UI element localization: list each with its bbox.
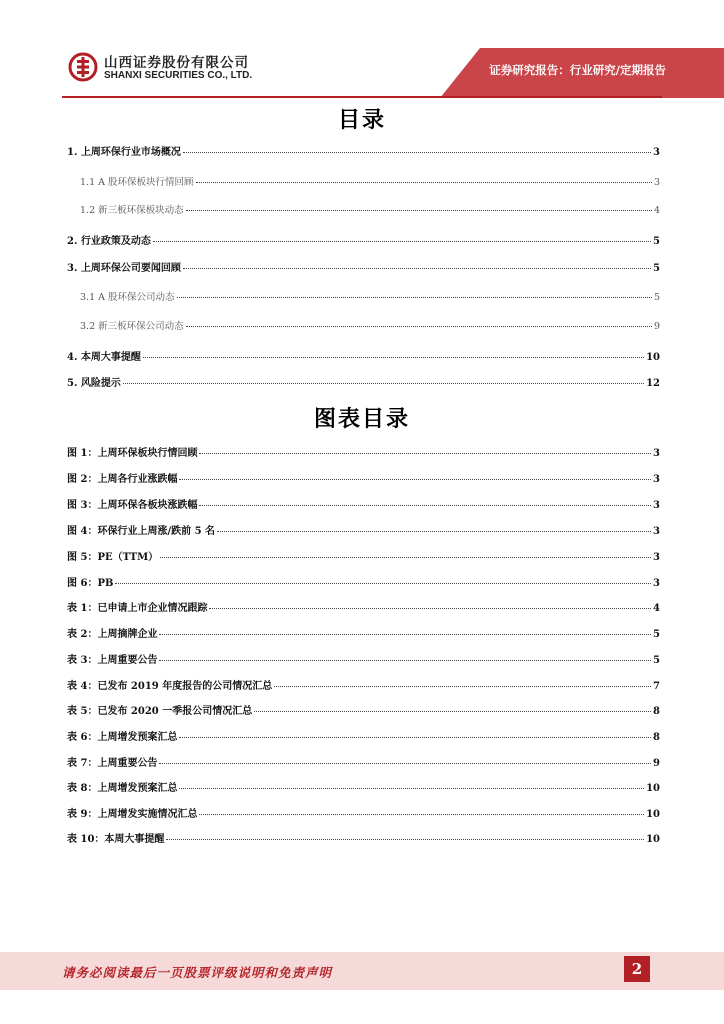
dot-leader bbox=[199, 813, 644, 815]
toc-entry[interactable] bbox=[67, 235, 660, 249]
dot-leader bbox=[153, 240, 651, 242]
dot-leader bbox=[143, 356, 644, 358]
dot-leader bbox=[179, 478, 651, 480]
dot-leader bbox=[217, 530, 651, 532]
toc-entry-page: 5 bbox=[653, 292, 660, 303]
toc-entry[interactable] bbox=[80, 176, 660, 190]
figure-entry[interactable] bbox=[67, 525, 660, 539]
figure-entry-label: 图 3：上周环保各板块涨跌幅 bbox=[67, 500, 198, 511]
figure-entry-page: 9 bbox=[653, 758, 660, 769]
figure-entry[interactable] bbox=[67, 757, 660, 771]
figure-entry[interactable] bbox=[67, 731, 660, 745]
figure-entry[interactable] bbox=[67, 551, 660, 565]
figure-entry-label: 表 7：上周重要公告 bbox=[67, 758, 158, 769]
figure-entry-page: 5 bbox=[653, 655, 660, 666]
figure-entry[interactable] bbox=[67, 808, 660, 822]
dot-leader bbox=[115, 582, 651, 584]
figure-entry-label: 图 4：环保行业上周涨/跌前 5 名 bbox=[67, 526, 216, 537]
figure-entry-label: 图 1：上周环保板块行情回顾 bbox=[67, 448, 198, 459]
dot-leader bbox=[123, 382, 644, 384]
dot-leader bbox=[196, 181, 652, 183]
toc-entry-page: 12 bbox=[646, 378, 660, 389]
dot-leader bbox=[160, 556, 651, 558]
toc-entry-page: 4 bbox=[653, 205, 660, 216]
company-name-cn: 山西证券股份有限公司 bbox=[104, 55, 249, 71]
figure-entry[interactable] bbox=[67, 680, 660, 694]
toc-entry-page: 5 bbox=[653, 236, 660, 247]
toc-entry[interactable] bbox=[80, 320, 660, 334]
toc-entry[interactable] bbox=[80, 291, 660, 305]
figure-entry-page: 5 bbox=[653, 629, 660, 640]
header-divider bbox=[62, 96, 662, 98]
dot-leader bbox=[199, 452, 651, 454]
toc-entry-label: 4. 本周大事提醒 bbox=[67, 352, 141, 363]
figure-entry[interactable] bbox=[67, 602, 660, 616]
toc-entry-page: 3 bbox=[653, 147, 660, 158]
toc-entry-label: 2. 行业政策及动态 bbox=[67, 236, 151, 247]
figure-entry-page: 10 bbox=[646, 834, 660, 845]
figure-entry[interactable] bbox=[67, 833, 660, 847]
figure-entry-label: 表 4：已发布 2019 年度报告的公司情况汇总 bbox=[67, 681, 273, 692]
figure-entry[interactable] bbox=[67, 654, 660, 668]
dot-leader bbox=[166, 838, 644, 840]
dot-leader bbox=[159, 633, 651, 635]
toc-entry-label: 1.2 新三板环保板块动态 bbox=[80, 205, 184, 216]
dot-leader bbox=[254, 710, 651, 712]
figure-entry-page: 7 bbox=[653, 681, 660, 692]
figure-entry-label: 表 1：已申请上市企业情况跟踪 bbox=[67, 603, 208, 614]
figure-entry-page: 3 bbox=[653, 552, 660, 563]
figure-entry-label: 表 10：本周大事提醒 bbox=[67, 834, 165, 845]
dot-leader bbox=[179, 787, 644, 789]
figure-entry-label: 表 3：上周重要公告 bbox=[67, 655, 158, 666]
figure-entry-label: 表 5：已发布 2020 一季报公司情况汇总 bbox=[67, 706, 253, 717]
figure-entry[interactable] bbox=[67, 577, 660, 591]
figure-entry-label: 表 8：上周增发预案汇总 bbox=[67, 783, 178, 794]
toc-entry[interactable] bbox=[67, 351, 660, 365]
page-number: 2 bbox=[624, 956, 650, 982]
figure-entry-page: 3 bbox=[653, 474, 660, 485]
dot-leader bbox=[183, 267, 651, 269]
toc-entry-label: 3. 上周环保公司要闻回顾 bbox=[67, 263, 181, 274]
dot-leader bbox=[179, 736, 651, 738]
figure-entry-label: 表 6：上周增发预案汇总 bbox=[67, 732, 178, 743]
figure-entry-label: 图 5：PE（TTM） bbox=[67, 552, 159, 563]
dot-leader bbox=[177, 296, 652, 298]
toc-entry-label: 1.1 A 股环保板块行情回顾 bbox=[80, 177, 194, 188]
figure-entry-label: 表 9：上周增发实施情况汇总 bbox=[67, 809, 198, 820]
company-logo-icon bbox=[68, 52, 98, 82]
figure-entry-label: 图 6：PB bbox=[67, 578, 114, 589]
footer-disclaimer: 请务必阅读最后一页股票评级说明和免责声明 bbox=[62, 965, 333, 980]
figure-entry-page: 3 bbox=[653, 578, 660, 589]
dot-leader bbox=[274, 685, 651, 687]
dot-leader bbox=[199, 504, 651, 506]
figure-entry-label: 图 2：上周各行业涨跌幅 bbox=[67, 474, 178, 485]
figure-entry-page: 3 bbox=[653, 500, 660, 511]
page-header bbox=[0, 0, 724, 100]
dot-leader bbox=[209, 607, 651, 609]
toc-entry[interactable] bbox=[80, 204, 660, 218]
figure-entry[interactable] bbox=[67, 499, 660, 513]
figure-entry-page: 8 bbox=[653, 706, 660, 717]
toc-entry-page: 10 bbox=[646, 352, 660, 363]
company-name-en: SHANXI SECURITIES CO., LTD. bbox=[104, 70, 253, 81]
figures-title: 图表目录 bbox=[313, 406, 410, 432]
figure-entry-page: 3 bbox=[653, 448, 660, 459]
figure-entry[interactable] bbox=[67, 447, 660, 461]
toc-entry-label: 3.1 A 股环保公司动态 bbox=[80, 292, 175, 303]
dot-leader bbox=[186, 209, 652, 211]
figure-entry[interactable] bbox=[67, 473, 660, 487]
toc-entry-page: 9 bbox=[653, 321, 660, 332]
figure-entry[interactable] bbox=[67, 705, 660, 719]
toc-entry[interactable] bbox=[67, 262, 660, 276]
toc-entry[interactable] bbox=[67, 146, 660, 160]
figure-entry[interactable] bbox=[67, 628, 660, 642]
dot-leader bbox=[183, 151, 651, 153]
dot-leader bbox=[159, 659, 651, 661]
figure-entry-page: 3 bbox=[653, 526, 660, 537]
toc-entry-label: 1. 上周环保行业市场概况 bbox=[67, 147, 181, 158]
figure-entry-page: 10 bbox=[646, 809, 660, 820]
toc-entry-label: 5. 风险提示 bbox=[67, 378, 121, 389]
figure-entry-label: 表 2：上周摘牌企业 bbox=[67, 629, 158, 640]
figure-entry-page: 4 bbox=[653, 603, 660, 614]
toc-entry[interactable] bbox=[67, 377, 660, 391]
figure-entry-page: 8 bbox=[653, 732, 660, 743]
dot-leader bbox=[186, 325, 652, 327]
dot-leader bbox=[159, 762, 651, 764]
figure-entry-page: 10 bbox=[646, 783, 660, 794]
toc-title: 目录 bbox=[337, 107, 386, 133]
figure-entry[interactable] bbox=[67, 782, 660, 796]
toc-entry-label: 3.2 新三板环保公司动态 bbox=[80, 321, 184, 332]
toc-entry-page: 5 bbox=[653, 263, 660, 274]
report-type: 证券研究报告：行业研究/定期报告 bbox=[489, 63, 666, 77]
toc-entry-page: 3 bbox=[653, 177, 660, 188]
